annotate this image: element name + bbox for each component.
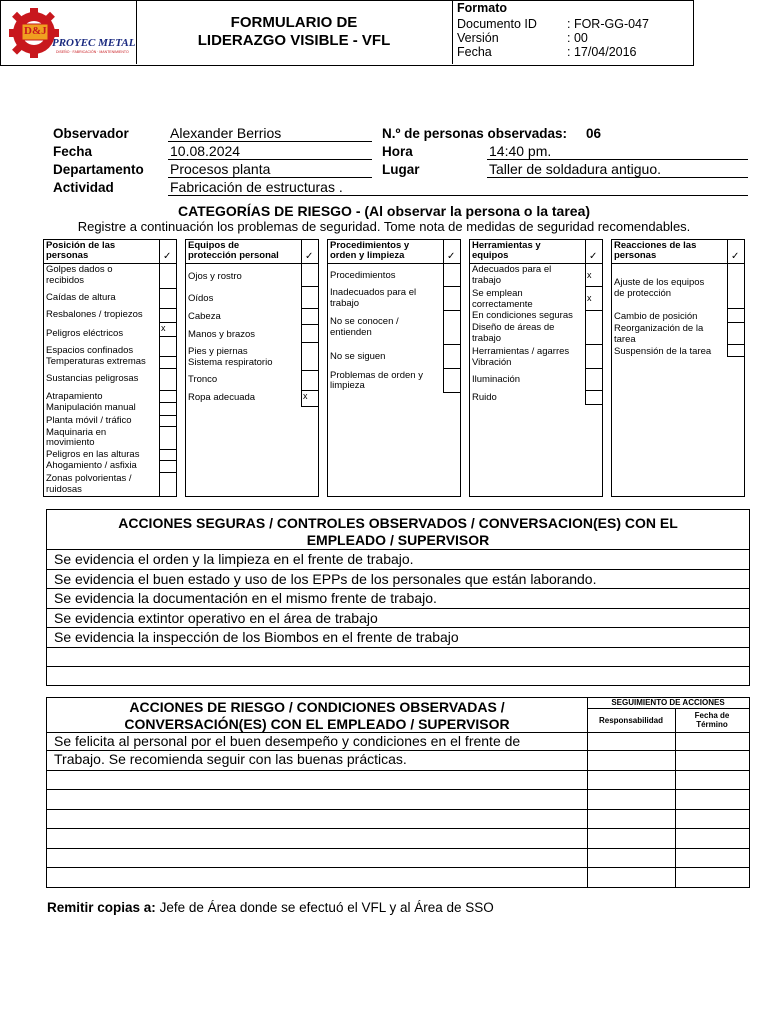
form-header — [0, 0, 694, 66]
checkbox[interactable] — [301, 286, 318, 287]
list-item: Procedimientos — [330, 270, 396, 281]
list-item: Ajuste de los equipos — [614, 277, 705, 288]
list-item: limpieza — [330, 380, 365, 391]
place-label: Lugar — [382, 162, 420, 177]
checkbox[interactable] — [159, 415, 176, 416]
list-item: Pies y piernas — [188, 346, 248, 357]
list-item: Espacios confinados — [46, 345, 134, 356]
list-item: Cabeza — [188, 311, 221, 322]
list-item: Oídos — [188, 293, 214, 304]
checkbox[interactable] — [159, 472, 176, 473]
form-title-line1: FORMULARIO DE — [230, 14, 358, 31]
checkbox-column — [443, 240, 461, 393]
list-item: Peligros eléctricos — [46, 328, 124, 339]
form-title — [136, 0, 453, 64]
table-row[interactable]: Se evidencia el orden y la limpieza en el frente de trabajo. — [54, 551, 414, 567]
checkbox[interactable] — [585, 344, 602, 345]
doc-id-value: : FOR-GG-047 — [567, 17, 649, 31]
risk-col-personas — [43, 239, 177, 497]
time-label: Hora — [382, 144, 413, 159]
checkbox[interactable] — [159, 426, 176, 427]
doc-id-label: Documento ID — [457, 17, 537, 31]
checkbox[interactable] — [443, 368, 460, 369]
col-header: Reacciones de las personas — [612, 240, 744, 264]
observer-field[interactable]: Alexander Berrios — [168, 125, 372, 142]
list-item: trabajo — [330, 298, 360, 309]
list-item: Tronco — [188, 374, 218, 385]
checkbox[interactable] — [159, 356, 176, 357]
list-item: Problemas de orden y — [330, 370, 423, 381]
risk-title: CATEGORÍAS DE RIESGO - (Al observar la persona o la tarea) — [177, 203, 591, 219]
list-item: trabajo — [472, 275, 502, 286]
checkbox[interactable] — [159, 288, 176, 289]
list-item: Adecuados para el — [472, 264, 552, 275]
list-item: Vibración — [472, 357, 512, 368]
safe-actions-table — [46, 509, 750, 686]
checkbox[interactable] — [159, 402, 176, 403]
form-title-line2: LIDERAZGO VISIBLE - VFL — [197, 32, 391, 49]
check-icon: ✓ — [589, 251, 598, 262]
date-field[interactable]: 10.08.2024 — [168, 143, 372, 160]
list-item: Golpes dados o — [46, 264, 113, 275]
checkbox[interactable] — [159, 390, 176, 391]
checkbox[interactable] — [159, 460, 176, 461]
col-header: Herramientas y equipos — [470, 240, 602, 264]
list-item: Zonas polvorientas / — [46, 473, 132, 484]
format-box — [453, 0, 693, 64]
list-item: Se emplean — [472, 288, 523, 299]
checkbox[interactable] — [443, 286, 460, 287]
list-item: Ruido — [472, 392, 497, 403]
gear-logo-icon — [0, 0, 136, 64]
checkbox-resbalones[interactable]: x — [159, 322, 176, 337]
department-label: Departamento — [53, 162, 144, 177]
list-item: Ahogamiento / asfixia — [46, 460, 137, 471]
risk-col-herramientas — [469, 239, 603, 497]
table-row[interactable]: Se evidencia la inspección de los Biombos en el frente de trabajo — [54, 629, 459, 645]
checkbox[interactable] — [443, 310, 460, 311]
checkbox-ropa[interactable]: x — [301, 390, 318, 406]
checkbox[interactable] — [159, 308, 176, 309]
logo-tagline: DISEÑO · FABRICACIÓN · MANTENIMIENTO — [56, 50, 129, 54]
checkbox[interactable] — [585, 310, 602, 311]
list-item: correctamente — [472, 299, 533, 310]
checkbox[interactable] — [585, 390, 602, 391]
follow-up-header: SEGUIMIENTO DE ACCIONES — [611, 698, 725, 707]
list-item: Planta móvil / tráfico — [46, 415, 132, 426]
list-item: de protección — [614, 288, 672, 299]
activity-field[interactable]: Fabricación de estructuras . — [168, 179, 748, 196]
list-item: Manipulación manual — [46, 402, 136, 413]
persons-label: N.º de personas observadas: — [382, 126, 567, 141]
checkbox[interactable] — [301, 342, 318, 343]
list-item: Manos y brazos — [188, 329, 256, 340]
col-header: Equipos de protección personal — [186, 240, 318, 264]
list-item: No se conocen / — [330, 316, 399, 327]
checkbox-adecuados[interactable]: x — [585, 263, 602, 286]
version-value: : 00 — [567, 31, 588, 45]
format-date-value: : 17/04/2016 — [567, 45, 637, 59]
format-label: Formato — [457, 1, 507, 15]
logo-brand: PROYEC METAL — [52, 37, 136, 49]
list-item: recibidos — [46, 275, 85, 286]
list-item: Diseño de áreas de — [472, 322, 555, 333]
list-item: No se siguen — [330, 351, 386, 362]
department-field[interactable]: Procesos planta — [168, 161, 372, 178]
list-item: Resbalones / tropiezos — [46, 309, 143, 320]
list-item: Reorganización de la — [614, 323, 704, 334]
end-date-header: Fecha de Término — [694, 711, 730, 729]
list-item: Herramientas / agarres — [472, 346, 570, 357]
check-icon: ✓ — [731, 251, 740, 262]
safe-actions-title: ACCIONES SEGURAS / CONTROLES OBSERVADOS / CONVERSACION(ES) CON EL EMPLEADO / SUPERVISOR — [118, 515, 678, 548]
risk-col-procedimientos — [327, 239, 461, 497]
list-item: Suspensión de la tarea — [614, 346, 712, 357]
list-item: En condiciones seguras — [472, 310, 573, 321]
col-header: Procedimientos y orden y limpieza — [328, 240, 460, 264]
list-item: entienden — [330, 327, 372, 338]
format-date-label: Fecha — [457, 45, 492, 59]
check-icon: ✓ — [163, 251, 172, 262]
list-item: Temperaturas extremas — [46, 356, 146, 367]
checkbox[interactable] — [159, 368, 176, 369]
list-item: ruidosas — [46, 484, 82, 495]
risk-col-reacciones — [611, 239, 745, 497]
list-item: Sustancias peligrosas — [46, 373, 139, 384]
logo — [0, 0, 137, 64]
checkbox[interactable] — [727, 308, 744, 309]
table-row[interactable]: Se evidencia el buen estado y uso de los EPPs de los personales que están laborando. — [54, 571, 597, 587]
date-label: Fecha — [53, 144, 93, 159]
checkbox[interactable] — [301, 308, 318, 309]
list-item: Maquinaria en — [46, 427, 107, 438]
list-item: Ropa adecuada — [188, 392, 256, 403]
footer-text: Jefe de Área donde se efectuó el VFL y al Área de SSO — [159, 900, 494, 915]
risk-actions-table — [46, 697, 750, 888]
observer-label: Observador — [53, 126, 129, 141]
table-row[interactable]: Se evidencia extintor operativo en el área de trabajo — [54, 610, 378, 626]
risk-col-epp — [185, 239, 319, 497]
list-item: tarea — [614, 334, 636, 345]
checkbox[interactable] — [159, 336, 176, 337]
checkbox[interactable] — [585, 368, 602, 369]
checkbox[interactable] — [727, 322, 744, 323]
risk-actions-title: ACCIONES DE RIESGO / CONDICIONES OBSERVADAS / CONVERSACIÓN(ES) CON EL EMPLEADO / SUPERVISOR — [124, 699, 510, 732]
table-row[interactable]: Se evidencia la documentación en el mismo frente de trabajo. — [54, 590, 437, 606]
checkbox[interactable] — [443, 344, 460, 345]
footer — [47, 900, 494, 915]
list-item: Sistema respiratorio — [188, 357, 273, 368]
logo-mark: D&J — [24, 25, 47, 37]
version-label: Versión — [457, 31, 499, 45]
col-header: Posición de las personas — [44, 240, 176, 264]
check-icon: ✓ — [447, 251, 456, 262]
list-item: movimiento — [46, 437, 95, 448]
list-item: Cambio de posición — [614, 311, 698, 322]
list-item: Peligros en las alturas — [46, 449, 140, 460]
list-item: trabajo — [472, 333, 502, 344]
list-item: Iluminación — [472, 374, 521, 385]
activity-label: Actividad — [53, 180, 114, 195]
footer-label: Remitir copias a: — [47, 900, 156, 915]
checkbox-column — [727, 240, 745, 357]
checkbox[interactable] — [159, 449, 176, 450]
time-field[interactable]: 14:40 pm. — [487, 143, 748, 160]
checkbox[interactable] — [301, 370, 318, 371]
persons-field[interactable]: 06 — [586, 126, 602, 141]
risk-subtitle: Registre a continuación los problemas de seguridad. Tome nota de medidas de seguridad recomendables. — [77, 219, 691, 234]
table-row[interactable]: Trabajo. Se recomienda seguir con las buenas prácticas. — [54, 751, 407, 767]
list-item: Ojos y rostro — [188, 271, 242, 282]
check-icon: ✓ — [305, 251, 314, 262]
checkbox[interactable] — [301, 324, 318, 325]
responsibility-header: Responsabilidad — [598, 716, 663, 725]
list-item: Caídas de altura — [46, 292, 116, 303]
list-item: Atrapamiento — [46, 391, 103, 402]
list-item: Inadecuados para el — [330, 287, 417, 298]
place-field[interactable]: Taller de soldadura antiguo. — [487, 161, 748, 178]
checkbox-se-emplean[interactable]: x — [585, 286, 602, 310]
table-row[interactable]: Se felicita al personal por el buen desempeño y condiciones en el frente de — [54, 733, 521, 749]
checkbox[interactable] — [727, 344, 744, 345]
